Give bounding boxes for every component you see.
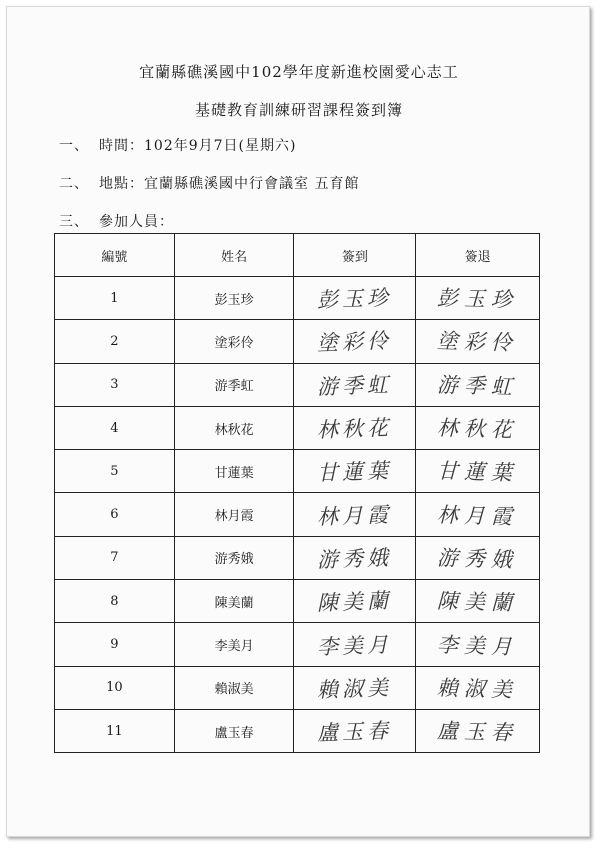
info-participants-text: 參加人員： xyxy=(99,214,174,230)
row-sign-in-signature: 塗彩伶 xyxy=(316,329,393,356)
header-sign-out: 簽退 xyxy=(416,234,540,277)
row-sign-out-signature: 甘蓮葉 xyxy=(436,459,519,486)
row-sign-in-signature: 盧玉春 xyxy=(316,718,393,746)
row-number-cell xyxy=(55,580,175,623)
row-number-cell xyxy=(55,320,175,363)
row-sign-out-signature-cell xyxy=(416,320,540,363)
row-number: 8 xyxy=(110,593,119,609)
row-sign-out-signature: 林月霞 xyxy=(436,502,519,529)
row-name: 林月霞 xyxy=(214,509,254,525)
row-number: 11 xyxy=(106,723,123,739)
row-sign-in-signature-cell xyxy=(294,709,416,752)
row-sign-in-signature-cell xyxy=(294,363,416,406)
row-number-cell xyxy=(55,666,175,709)
row-name-cell xyxy=(174,406,294,449)
row-sign-out-signature: 塗彩伶 xyxy=(436,329,519,356)
info-time-number: 一、 xyxy=(59,138,89,154)
table-row xyxy=(55,406,540,449)
row-number-cell xyxy=(55,406,175,449)
row-sign-in-signature-cell xyxy=(294,666,416,709)
row-sign-out-signature-cell xyxy=(416,666,540,709)
row-number: 5 xyxy=(110,463,119,479)
info-participants xyxy=(59,211,174,231)
row-sign-out-signature: 賴淑美 xyxy=(436,675,519,702)
row-sign-out-signature: 游季虹 xyxy=(436,372,519,399)
row-name-cell xyxy=(174,493,294,536)
table-row xyxy=(55,363,540,406)
row-name: 賴淑美 xyxy=(214,682,254,698)
info-time-text: 時間：102年9月7日(星期六) xyxy=(99,138,297,154)
row-sign-out-signature-cell xyxy=(416,406,540,449)
table-row xyxy=(55,580,540,623)
row-number-cell xyxy=(55,363,175,406)
table-row xyxy=(55,320,540,363)
row-name-cell xyxy=(174,363,294,406)
row-sign-in-signature-cell xyxy=(294,493,416,536)
row-sign-out-signature: 陳美蘭 xyxy=(436,589,519,616)
row-sign-out-signature-cell xyxy=(416,363,540,406)
row-sign-out-signature-cell xyxy=(416,536,540,579)
document-page xyxy=(6,6,590,837)
row-sign-in-signature-cell xyxy=(294,623,416,666)
info-time xyxy=(59,135,296,155)
row-name: 游季虹 xyxy=(214,379,254,395)
row-name: 彭玉珍 xyxy=(214,292,254,308)
row-sign-in-signature: 彭玉珍 xyxy=(316,285,393,313)
table-row xyxy=(55,666,540,709)
table-row xyxy=(55,623,540,666)
row-sign-in-signature: 賴淑美 xyxy=(316,675,393,703)
row-number-cell xyxy=(55,709,175,752)
row-sign-in-signature-cell xyxy=(294,277,416,320)
row-name-cell xyxy=(174,666,294,709)
info-location-text: 地點：宜蘭縣礁溪國中行會議室 五育館 xyxy=(99,176,360,192)
header-name: 姓名 xyxy=(174,234,294,277)
row-name: 李美月 xyxy=(214,639,254,655)
row-sign-in-signature: 林月霞 xyxy=(316,502,393,529)
row-sign-out-signature-cell xyxy=(416,277,540,320)
row-number: 10 xyxy=(106,680,123,696)
row-sign-in-signature: 甘蓮葉 xyxy=(316,459,393,486)
table-row xyxy=(55,493,540,536)
row-number-cell xyxy=(55,493,175,536)
sign-in-table xyxy=(54,233,540,753)
row-sign-out-signature: 游秀娥 xyxy=(436,545,519,572)
row-number: 4 xyxy=(110,420,119,436)
row-sign-in-signature-cell xyxy=(294,320,416,363)
row-sign-out-signature-cell xyxy=(416,623,540,666)
row-sign-out-signature: 李美月 xyxy=(436,632,519,659)
row-number-cell xyxy=(55,536,175,579)
row-name-cell xyxy=(174,580,294,623)
row-sign-in-signature: 李美月 xyxy=(316,632,393,659)
row-sign-in-signature: 林秋花 xyxy=(316,415,393,443)
row-name-cell xyxy=(174,623,294,666)
table-row xyxy=(55,450,540,493)
row-sign-in-signature: 游秀娥 xyxy=(316,545,393,573)
row-name: 陳美蘭 xyxy=(214,595,254,611)
row-sign-in-signature-cell xyxy=(294,536,416,579)
row-number: 2 xyxy=(110,333,119,349)
row-sign-in-signature-cell xyxy=(294,406,416,449)
row-name: 盧玉春 xyxy=(214,725,254,741)
row-name: 甘蓮葉 xyxy=(214,465,254,481)
row-sign-in-signature-cell xyxy=(294,450,416,493)
row-number: 7 xyxy=(110,550,119,566)
row-name-cell xyxy=(174,536,294,579)
row-number: 3 xyxy=(110,377,119,393)
row-name: 塗彩伶 xyxy=(214,335,254,351)
row-sign-out-signature: 彭玉珍 xyxy=(436,286,519,313)
info-location-number: 二、 xyxy=(59,176,89,192)
table-row xyxy=(55,277,540,320)
row-sign-out-signature-cell xyxy=(416,580,540,623)
row-name-cell xyxy=(174,709,294,752)
row-name: 林秋花 xyxy=(214,422,254,438)
row-number: 1 xyxy=(110,290,119,306)
row-sign-in-signature: 陳美蘭 xyxy=(316,588,393,616)
row-sign-out-signature: 林秋花 xyxy=(436,415,519,443)
document-title: 宜蘭縣礁溪國中102學年度新進校園愛心志工 xyxy=(139,63,459,81)
table-header-row xyxy=(55,234,540,277)
row-sign-out-signature-cell xyxy=(416,450,540,493)
row-name-cell xyxy=(174,277,294,320)
row-sign-out-signature: 盧玉春 xyxy=(436,719,519,746)
row-number-cell xyxy=(55,277,175,320)
row-name-cell xyxy=(174,450,294,493)
header-number: 編號 xyxy=(55,234,175,277)
row-number-cell xyxy=(55,450,175,493)
row-name-cell xyxy=(174,320,294,363)
row-sign-out-signature-cell xyxy=(416,493,540,536)
info-location xyxy=(59,173,359,193)
header-sign-in: 簽到 xyxy=(294,234,416,277)
row-number: 6 xyxy=(110,507,119,523)
info-participants-number: 三、 xyxy=(59,214,89,230)
row-number-cell xyxy=(55,623,175,666)
row-sign-out-signature-cell xyxy=(416,709,540,752)
document-subtitle: 基礎教育訓練研習課程簽到簿 xyxy=(194,101,403,119)
row-sign-in-signature-cell xyxy=(294,580,416,623)
row-number: 9 xyxy=(110,637,119,653)
row-sign-in-signature: 游季虹 xyxy=(316,372,393,400)
table-row xyxy=(55,536,540,579)
row-name: 游秀娥 xyxy=(214,552,254,568)
table-row xyxy=(55,709,540,752)
